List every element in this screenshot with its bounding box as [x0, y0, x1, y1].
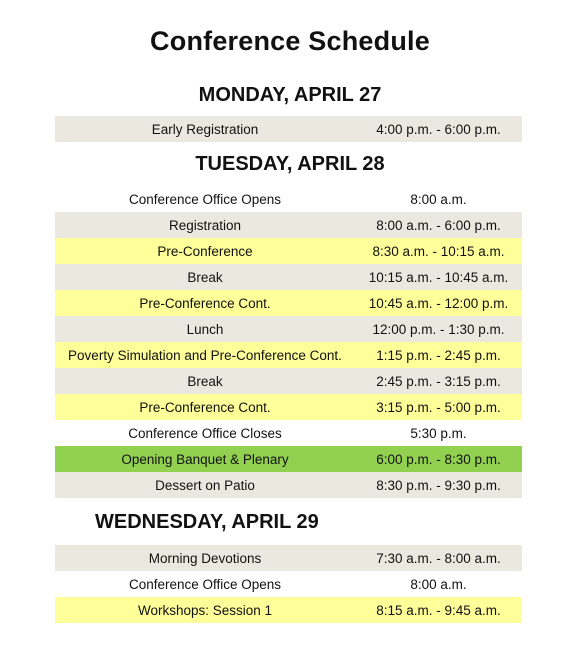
- wednesday-schedule: [55, 545, 522, 623]
- schedule-row: [55, 472, 522, 498]
- monday-schedule: [55, 116, 522, 142]
- event-name: Conference Office Closes: [128, 425, 282, 441]
- event-name: Break: [187, 373, 223, 389]
- schedule-row: [55, 186, 522, 212]
- page-title: Conference Schedule: [150, 26, 430, 56]
- event-time: 8:00 a.m. - 6:00 p.m.: [376, 217, 501, 233]
- event-time: 7:30 a.m. - 8:00 a.m.: [376, 550, 501, 566]
- schedule-row: [55, 116, 522, 142]
- event-time: 6:00 p.m. - 8:30 p.m.: [376, 451, 501, 467]
- event-time: 8:30 a.m. - 10:15 a.m.: [372, 243, 505, 259]
- event-time: 5:30 p.m.: [410, 425, 467, 441]
- event-name: Conference Office Opens: [128, 576, 282, 592]
- event-time: 4:00 p.m. - 6:00 p.m.: [376, 121, 501, 137]
- event-name: Break: [187, 269, 223, 285]
- event-name: Registration: [168, 217, 242, 233]
- event-name: Morning Devotions: [148, 550, 262, 566]
- event-name: Dessert on Patio: [155, 477, 255, 493]
- schedule-row: [55, 212, 522, 238]
- schedule-row: [55, 342, 522, 368]
- day-heading-monday: MONDAY, APRIL 27: [198, 84, 382, 106]
- event-name: Pre-Conference Cont.: [139, 295, 271, 311]
- day-heading-wednesday: WEDNESDAY, APRIL 29: [95, 511, 319, 533]
- schedule-row: [55, 368, 522, 394]
- tuesday-schedule: [55, 186, 522, 498]
- event-time: 12:00 p.m. - 1:30 p.m.: [372, 321, 505, 337]
- event-name: Conference Office Opens: [128, 191, 282, 207]
- event-name: Early Registration: [151, 121, 259, 137]
- event-name: Opening Banquet & Plenary: [121, 451, 289, 467]
- schedule-row: [55, 446, 522, 472]
- schedule-row: [55, 290, 522, 316]
- event-time: 8:15 a.m. - 9:45 a.m.: [376, 602, 501, 618]
- schedule-row: [55, 420, 522, 446]
- schedule-row: [55, 316, 522, 342]
- schedule-row: [55, 545, 522, 571]
- event-time: 10:45 a.m. - 12:00 p.m.: [368, 295, 509, 311]
- schedule-row: [55, 597, 522, 623]
- schedule-row: [55, 238, 522, 264]
- event-time: 10:15 a.m. - 10:45 a.m.: [368, 269, 509, 285]
- event-time: 8:30 p.m. - 9:30 p.m.: [376, 477, 501, 493]
- schedule-row: [55, 394, 522, 420]
- event-time: 3:15 p.m. - 5:00 p.m.: [376, 399, 501, 415]
- event-name: Pre-Conference Cont.: [139, 399, 271, 415]
- day-heading-tuesday: TUESDAY, APRIL 28: [195, 153, 385, 175]
- event-name: Lunch: [186, 321, 224, 337]
- event-time: 8:00 a.m.: [410, 191, 467, 207]
- event-name: Workshops: Session 1: [137, 602, 273, 618]
- event-name: Poverty Simulation and Pre-Conference Cont.: [68, 347, 342, 363]
- event-name: Pre-Conference: [157, 243, 253, 259]
- event-time: 8:00 a.m.: [410, 576, 467, 592]
- schedule-row: [55, 264, 522, 290]
- event-time: 2:45 p.m. - 3:15 p.m.: [376, 373, 501, 389]
- schedule-row: [55, 571, 522, 597]
- event-time: 1:15 p.m. - 2:45 p.m.: [376, 347, 501, 363]
